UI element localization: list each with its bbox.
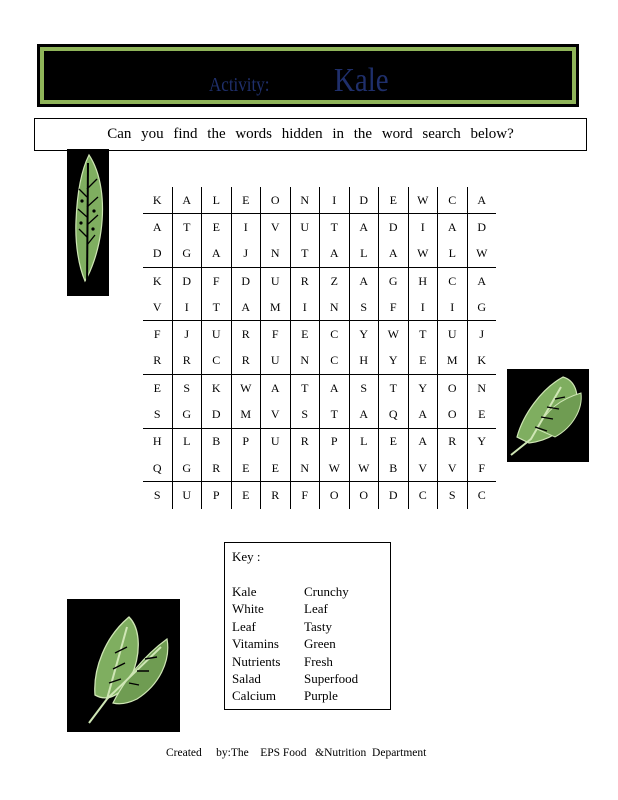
grid-cell[interactable]: A	[320, 375, 350, 402]
grid-cell[interactable]: I	[408, 294, 438, 321]
grid-cell[interactable]: R	[290, 428, 320, 455]
kale-leaf-icon	[67, 149, 109, 296]
grid-cell[interactable]: A	[408, 428, 438, 455]
grid-cell[interactable]: F	[261, 321, 291, 348]
grid-cell[interactable]: V	[408, 455, 438, 482]
grid-cell[interactable]: K	[143, 187, 172, 214]
grid-row	[143, 455, 496, 482]
grid-cell[interactable]: F	[202, 267, 232, 294]
key-column-right	[304, 583, 358, 705]
grid-cell[interactable]: H	[408, 267, 438, 294]
grid-cell[interactable]: W	[379, 321, 409, 348]
grid-cell[interactable]: R	[261, 482, 291, 509]
grid-cell[interactable]: F	[290, 482, 320, 509]
grid-cell[interactable]: C	[320, 348, 350, 375]
grid-cell[interactable]: A	[379, 241, 409, 268]
grid-cell[interactable]: D	[231, 267, 261, 294]
grid-cell[interactable]: A	[438, 214, 468, 241]
grid-cell[interactable]: J	[172, 321, 202, 348]
grid-cell[interactable]: Q	[379, 401, 409, 428]
grid-cell[interactable]: N	[290, 187, 320, 214]
grid-cell[interactable]: B	[202, 428, 232, 455]
grid-cell[interactable]: C	[438, 187, 468, 214]
key-title: Key :	[232, 549, 261, 564]
grid-cell[interactable]: L	[202, 187, 232, 214]
grid-cell[interactable]: O	[349, 482, 379, 509]
grid-cell[interactable]: S	[172, 375, 202, 402]
grid-cell[interactable]: I	[290, 294, 320, 321]
grid-cell[interactable]: C	[408, 482, 438, 509]
grid-cell[interactable]: U	[261, 348, 291, 375]
grid-cell[interactable]: Y	[379, 348, 409, 375]
word-search-grid	[143, 187, 496, 509]
grid-cell[interactable]: O	[261, 187, 291, 214]
grid-cell[interactable]: A	[152, 219, 162, 234]
grid-cell[interactable]: R	[143, 348, 172, 375]
grid-cell[interactable]: U	[172, 482, 202, 509]
grid-cell[interactable]: M	[231, 401, 261, 428]
grid-cell[interactable]: S	[153, 487, 161, 502]
kale-leaf-image-top-left	[67, 149, 109, 296]
grid-cell[interactable]: D	[172, 267, 202, 294]
kale-leaf-image-right	[507, 369, 589, 462]
key-word: Fresh	[304, 653, 333, 669]
grid-cell[interactable]: R	[290, 267, 320, 294]
title-banner-frame	[40, 47, 576, 104]
grid-cell[interactable]: E	[290, 321, 320, 348]
key-word: Crunchy	[304, 584, 349, 599]
grid-cell[interactable]: R	[438, 428, 468, 455]
grid-row	[143, 187, 496, 214]
grid-cell[interactable]: A	[467, 187, 496, 214]
key-word: White	[232, 601, 264, 617]
grid-cell[interactable]: W	[408, 241, 438, 268]
grid-row	[143, 401, 496, 428]
grid-cell[interactable]: E	[231, 187, 261, 214]
grid-cell[interactable]: C	[320, 321, 350, 348]
grid-cell[interactable]: N	[467, 375, 496, 402]
grid-cell[interactable]: D	[379, 482, 409, 509]
grid-cell[interactable]: T	[320, 401, 350, 428]
grid-cell[interactable]: G	[379, 267, 409, 294]
grid-cell[interactable]: K	[152, 273, 162, 288]
activity-topic: Kale	[334, 62, 389, 99]
grid-cell[interactable]: E	[408, 348, 438, 375]
grid-cell[interactable]: I	[438, 294, 468, 321]
grid-cell[interactable]: F	[153, 327, 161, 342]
grid-cell[interactable]: A	[172, 187, 202, 214]
grid-cell[interactable]: E	[467, 401, 496, 428]
grid-cell[interactable]: A	[261, 375, 291, 402]
kale-leaf-icon	[507, 369, 589, 462]
kale-leaf-image-bottom-left	[67, 599, 180, 732]
key-word: Kale	[232, 584, 257, 599]
grid-cell[interactable]: K	[202, 375, 232, 402]
grid-cell[interactable]: I	[320, 187, 350, 214]
grid-cell[interactable]: D	[202, 401, 232, 428]
grid-cell[interactable]: U	[261, 267, 291, 294]
grid-cell[interactable]: P	[202, 482, 232, 509]
grid-cell[interactable]: J	[231, 241, 261, 268]
grid-cell[interactable]: E	[261, 455, 291, 482]
grid-cell[interactable]: E	[153, 380, 161, 395]
grid-cell[interactable]: U	[261, 428, 291, 455]
activity-label: Activity:	[209, 74, 270, 96]
grid-cell[interactable]: L	[349, 241, 379, 268]
grid-cell[interactable]: U	[290, 214, 320, 241]
grid-cell[interactable]: E	[379, 187, 409, 214]
grid-cell[interactable]: G	[172, 401, 202, 428]
key-word: Green	[304, 636, 336, 652]
grid-cell[interactable]: N	[290, 348, 320, 375]
grid-cell[interactable]: S	[349, 375, 379, 402]
grid-cell[interactable]: R	[202, 455, 232, 482]
key-word: Salad	[232, 671, 261, 687]
grid-row	[143, 482, 496, 509]
word-key-box	[224, 542, 391, 710]
grid-cell[interactable]: L	[349, 428, 379, 455]
key-word: Calcium	[232, 688, 277, 704]
grid-cell[interactable]: A	[202, 241, 232, 268]
grid-cell[interactable]: V	[438, 455, 468, 482]
grid-cell[interactable]: Y	[467, 428, 496, 455]
grid-cell[interactable]: S	[349, 294, 379, 321]
grid-cell[interactable]: Q	[143, 455, 172, 482]
grid-cell[interactable]: W	[349, 455, 379, 482]
grid-cell[interactable]: R	[231, 321, 261, 348]
grid-row	[143, 348, 496, 375]
grid-cell[interactable]: A	[408, 401, 438, 428]
grid-cell[interactable]: S	[438, 482, 468, 509]
key-word: Tasty	[304, 618, 332, 634]
grid-row	[143, 321, 496, 348]
grid-cell[interactable]: A	[467, 267, 496, 294]
grid-cell[interactable]: W	[320, 455, 350, 482]
grid-cell[interactable]: T	[202, 294, 232, 321]
grid-cell[interactable]: O	[438, 375, 468, 402]
grid-cell[interactable]: I	[231, 214, 261, 241]
grid-cell[interactable]: O	[438, 401, 468, 428]
grid-cell[interactable]: R	[231, 348, 261, 375]
grid-cell[interactable]: L	[438, 241, 468, 268]
grid-cell[interactable]: N	[290, 455, 320, 482]
grid-cell[interactable]: P	[231, 428, 261, 455]
grid-cell[interactable]: T	[320, 214, 350, 241]
grid-cell[interactable]: E	[379, 428, 409, 455]
grid-cell[interactable]: E	[231, 482, 261, 509]
grid-cell[interactable]: W	[231, 375, 261, 402]
grid-cell[interactable]: A	[349, 401, 379, 428]
grid-cell[interactable]: V	[261, 214, 291, 241]
grid-cell[interactable]: P	[320, 428, 350, 455]
grid-cell[interactable]: M	[438, 348, 468, 375]
grid-cell[interactable]: W	[467, 241, 496, 268]
key-word: Vitamins	[232, 636, 279, 652]
grid-cell[interactable]: E	[231, 455, 261, 482]
question-prompt: Can you find the words hidden in the word search below?	[34, 118, 587, 151]
key-word: Leaf	[232, 618, 256, 634]
grid-cell[interactable]: T	[408, 321, 438, 348]
grid-cell[interactable]: Y	[349, 321, 379, 348]
grid-cell[interactable]: G	[172, 455, 202, 482]
grid-cell[interactable]: I	[408, 214, 438, 241]
credit-line: Created by:The EPS Food &Nutrition Department	[166, 747, 427, 759]
grid-cell[interactable]: N	[261, 241, 291, 268]
grid-cell[interactable]: G	[172, 241, 202, 268]
grid-cell[interactable]: E	[202, 214, 232, 241]
key-word: Leaf	[304, 601, 328, 617]
grid-cell[interactable]: J	[467, 321, 496, 348]
title-banner	[37, 44, 579, 107]
kale-leaf-icon	[67, 599, 180, 732]
grid-row	[143, 214, 496, 241]
grid-row	[143, 241, 496, 268]
grid-cell[interactable]: A	[349, 267, 379, 294]
grid-cell[interactable]: H	[152, 434, 162, 449]
grid-row	[143, 267, 496, 294]
grid-cell[interactable]: H	[349, 348, 379, 375]
grid-cell[interactable]: V	[143, 294, 172, 321]
grid-cell[interactable]: C	[438, 267, 468, 294]
grid-cell[interactable]: L	[172, 428, 202, 455]
key-word: Superfood	[304, 671, 359, 687]
grid-cell[interactable]: F	[379, 294, 409, 321]
grid-cell[interactable]: Y	[408, 375, 438, 402]
grid-cell[interactable]: U	[438, 321, 468, 348]
grid-cell[interactable]: S	[143, 401, 172, 428]
key-word: Nutrients	[232, 653, 281, 669]
grid-cell[interactable]: Z	[320, 267, 350, 294]
grid-cell[interactable]: I	[172, 294, 202, 321]
grid-cell[interactable]: G	[467, 294, 496, 321]
grid-row	[143, 375, 496, 402]
grid-cell[interactable]: C	[467, 482, 496, 509]
grid-cell[interactable]: D	[379, 214, 409, 241]
grid-row	[143, 294, 496, 321]
grid-cell[interactable]: D	[349, 187, 379, 214]
grid-cell[interactable]: M	[261, 294, 291, 321]
grid-cell[interactable]: T	[379, 375, 409, 402]
grid-cell[interactable]: R	[172, 348, 202, 375]
grid-cell[interactable]: A	[231, 294, 261, 321]
grid-cell[interactable]: N	[320, 294, 350, 321]
key-word: Purple	[304, 688, 338, 704]
grid-cell[interactable]: F	[467, 455, 496, 482]
grid-cell[interactable]: W	[408, 187, 438, 214]
grid-row	[143, 428, 496, 455]
grid-cell[interactable]: K	[467, 348, 496, 375]
grid-cell[interactable]: A	[349, 214, 379, 241]
grid-cell[interactable]: T	[290, 241, 320, 268]
grid-cell[interactable]: T	[172, 214, 202, 241]
grid-cell[interactable]: V	[261, 401, 291, 428]
grid-cell[interactable]: D	[467, 214, 496, 241]
grid-cell[interactable]: T	[290, 375, 320, 402]
grid-cell[interactable]: O	[320, 482, 350, 509]
grid-cell[interactable]: D	[143, 241, 172, 268]
grid-cell[interactable]: A	[320, 241, 350, 268]
key-column-left	[232, 583, 280, 705]
grid-cell[interactable]: B	[379, 455, 409, 482]
grid-cell[interactable]: S	[290, 401, 320, 428]
grid-cell[interactable]: C	[202, 348, 232, 375]
grid-cell[interactable]: U	[202, 321, 232, 348]
